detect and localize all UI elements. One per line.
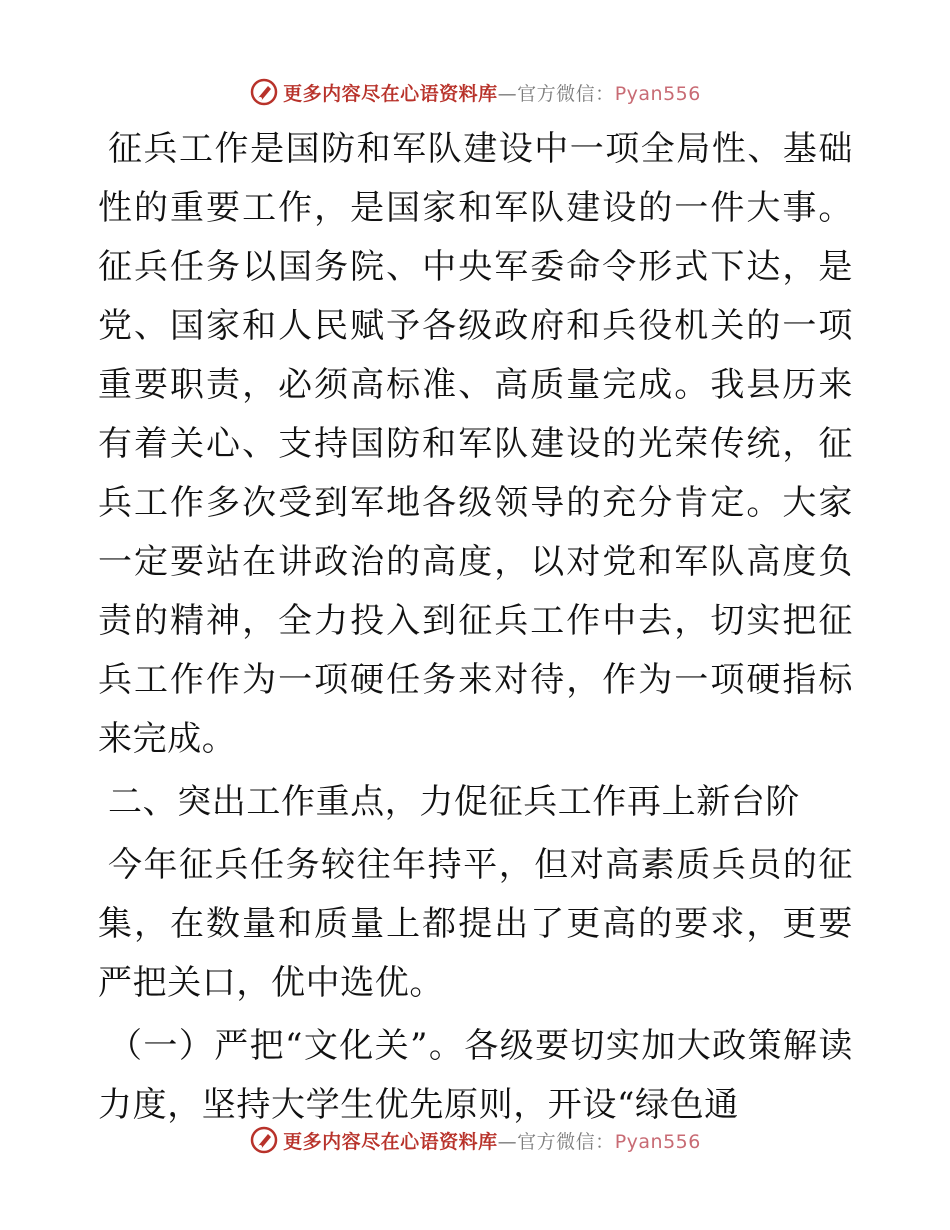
watermark-wechat-id: Pyan556 bbox=[614, 1130, 701, 1153]
paragraph-2: 今年征兵任务较往年持平，但对高素质兵员的征集，在数量和质量上都提出了更高的要求，更要严把关口，优中选优。 bbox=[98, 845, 853, 1003]
watermark-wechat-label: 官方微信： bbox=[517, 82, 615, 105]
footer-watermark bbox=[0, 1120, 950, 1160]
watermark-dash: — bbox=[497, 1130, 518, 1153]
watermark-main-text: 更多内容尽在心语资料库 bbox=[283, 82, 498, 105]
document-body bbox=[98, 120, 853, 1135]
paragraph-1: 征兵工作是国防和军队建设中一项全局性、基础性的重要工作，是国家和军队建设的一件大事。征兵任务以国务院、中央军委命令形式下达，是党、国家和人民赋予各级政府和兵役机关的一项重要职责，必须高标准、高质量完成。我县历来有着关心、支持国防和军队建设的光荣传统，征兵工作多次受到军地各级领导的充分肯定。大家一定要站在讲政治的高度，以对党和军队高度负责的精神，全力投入到征兵工作中去，切实把征兵工作作为一项硬任务来对待，作为一项硬指标来完成。 bbox=[98, 129, 853, 759]
section-heading-2: 二、突出工作重点，力促征兵工作再上新台阶 bbox=[108, 782, 800, 822]
paragraph-3: （一）严把“文化关”。各级要切实加大政策解读力度，坚持大学生优先原则，开设“绿色通 bbox=[98, 1026, 853, 1125]
header-watermark bbox=[0, 72, 950, 112]
watermark-text bbox=[283, 79, 701, 106]
watermark-text bbox=[283, 1127, 701, 1154]
watermark-wechat-label: 官方微信： bbox=[517, 1130, 615, 1153]
pen-nib-logo-icon bbox=[249, 77, 279, 107]
pen-nib-logo-icon bbox=[249, 1125, 279, 1155]
watermark-dash: — bbox=[497, 82, 518, 105]
watermark-wechat-id: Pyan556 bbox=[614, 82, 701, 105]
watermark-main-text: 更多内容尽在心语资料库 bbox=[283, 1130, 498, 1153]
